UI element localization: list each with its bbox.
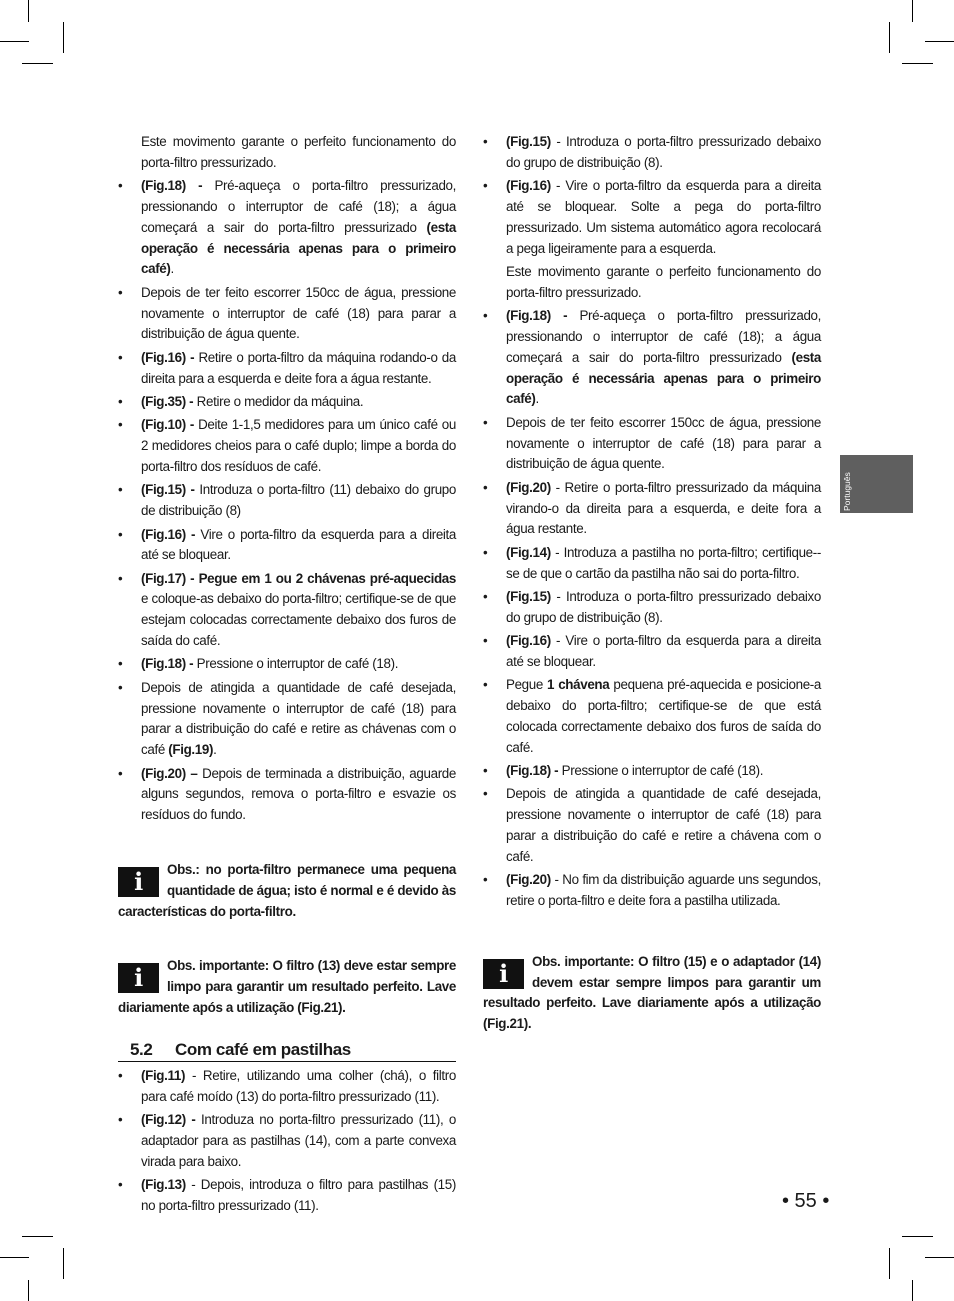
list-item: [118, 569, 456, 652]
item-text-end: .: [213, 742, 217, 758]
figure-reference: (Fig.13): [141, 1176, 186, 1192]
right-list-b: [483, 306, 821, 912]
note-water: [118, 860, 456, 922]
list-item: [118, 392, 456, 413]
item-text: Retire o medidor da máquina.: [193, 393, 364, 409]
crop-mark: [912, 0, 913, 22]
item-text: Pressione o interruptor de café (18).: [193, 656, 399, 672]
list-item: [483, 132, 821, 174]
crop-mark: [912, 1280, 913, 1301]
crop-mark: [28, 1280, 29, 1301]
item-text: Introduza no porta-filtro pressurizado (11), o adaptador para as pastilhas (14), com a parte convexa virada para baixo.: [141, 1112, 456, 1169]
language-label: Português: [842, 472, 852, 511]
crop-mark: [63, 1248, 64, 1279]
crop-mark: [28, 0, 29, 22]
list-item: [483, 631, 821, 673]
item-text: Depois de ter feito escorrer 150cc de água, pressione novamente o interruptor de café (18) para parar a distribuição de água quente.: [141, 284, 456, 342]
crop-mark: [0, 41, 29, 42]
figure-reference: (Fig.15): [506, 134, 551, 149]
figure-reference: (Fig.35) -: [141, 393, 194, 409]
item-text: Depois de atingida a quantidade de café desejada, pressione novamente o interruptor de café (18) para parar a distribuição do café e retire as chávenas com o café: [141, 679, 456, 758]
list-item: [483, 761, 821, 782]
note-text: Obs. importante: O filtro (13) deve estar sempre limpo para garantir um resultado perfeito. Lave diariamente após a utilização (Fig.21).: [118, 958, 456, 1016]
list-item: [483, 478, 821, 540]
right-list-a: [483, 132, 821, 259]
list-item: [118, 654, 456, 675]
list-item: [118, 415, 456, 477]
list-item: [118, 1110, 456, 1172]
note-filter-adapter: [483, 952, 821, 1035]
figure-reference: (Fig.18) -: [506, 308, 568, 324]
item-text: - Retire, utilizando uma colher (chá), o filtro para café moído (13) do porta-filtro pressurizado (11).: [141, 1067, 456, 1104]
list-item: [118, 176, 456, 280]
crop-mark: [925, 1257, 954, 1258]
crop-mark: [889, 1248, 890, 1279]
list-item: [483, 587, 821, 629]
crop-mark: [22, 63, 53, 64]
figure-reference: (Fig.10) -: [141, 417, 195, 433]
item-text: Depois de terminada a distribuição, aguarde alguns segundos, remova o porta-filtro e esvazie os resíduos do fundo.: [141, 765, 456, 823]
item-text: Pressione o interruptor de café (18).: [558, 763, 764, 779]
figure-reference: (Fig.14): [506, 544, 551, 560]
figure-reference: (Fig.20) –: [141, 765, 198, 781]
item-text: Depois de ter feito escorrer 150cc de água, pressione novamente o interruptor de café (18) para parar a distribuição de água quente.: [506, 414, 821, 472]
item-text: - Depois, introduza o filtro para pastilhas (15) no porta-filtro pressurizado (11).: [141, 1176, 456, 1213]
figure-reference: (Fig.15): [506, 588, 551, 604]
figure-reference: (Fig.15) -: [141, 482, 195, 498]
page-number: • 55 •: [782, 1190, 830, 1212]
list-item: [118, 678, 456, 761]
crop-mark: [0, 1257, 29, 1258]
figure-reference: (Fig.18) -: [141, 178, 203, 194]
figure-reference: (Fig.18) -: [506, 763, 559, 779]
list-item: [118, 1175, 456, 1217]
figure-reference: (Fig.12) -: [141, 1112, 196, 1127]
info-icon: i: [118, 867, 159, 897]
item-text: - Introduza o porta-filtro pressurizado debaixo do grupo de distribuição (8).: [506, 588, 821, 625]
section-title: Com café em pastilhas: [175, 1039, 351, 1059]
left-column: [118, 132, 456, 1219]
movement-paragraph: Este movimento garante o perfeito funcionamento do porta-filtro pressurizado.: [506, 263, 821, 300]
list-item: [483, 784, 821, 867]
list-item: [118, 764, 456, 826]
figure-reference: (Fig.16): [506, 633, 551, 649]
item-text-end: .: [535, 391, 539, 407]
left-list: [118, 176, 456, 826]
figure-reference: (Fig.16): [506, 178, 551, 194]
figure-reference: (Fig.20): [506, 872, 551, 888]
crop-mark: [902, 63, 933, 64]
list-item: [483, 176, 821, 259]
item-text: Deite 1-1,5 medidores para um único café ou 2 medidores cheios para o café duplo; limpe a borda do porta-filtro dos resíduos de café.: [141, 417, 456, 474]
item-text: Pré-aqueça o porta-filtro pressurizado, pressionando o interruptor de café (18); a água começará a sair do porta-filtro pressurizado: [141, 178, 457, 235]
item-text-end: .: [170, 261, 174, 277]
item-text: - Retire o porta-filtro pressurizado da máquina virando-o da direita para a esquerda, e deite fora a água restante.: [506, 479, 821, 537]
list-item: [483, 413, 821, 475]
figure-reference: (Fig.17) - Pegue em 1 ou 2 chávenas pré-aquecidas: [141, 570, 456, 586]
item-text: Pré-aqueça o porta-filtro pressurizado, pressionando o interruptor de café (18); a água começará a sair do porta-filtro pressurizado: [506, 308, 822, 365]
item-text: Pegue: [506, 677, 548, 693]
list-item: [118, 1066, 456, 1108]
crop-mark: [902, 1236, 933, 1237]
intro-paragraph: Este movimento garante o perfeito funcionamento do porta-filtro pressurizado.: [141, 134, 456, 170]
item-text: Depois de atingida a quantidade de café desejada, pressione novamente o interruptor de café (18) para parar a distribuição do café e retire a chávena com o café.: [506, 786, 821, 864]
section-heading: [118, 1039, 456, 1062]
crop-mark: [925, 41, 954, 42]
item-text: - Introduza o porta-filtro pressurizado debaixo do grupo de distribuição (8).: [506, 134, 821, 170]
item-text: Vire o porta-filtro da esquerda para a direita até se bloquear.: [141, 526, 457, 563]
section-number: 5.2: [130, 1039, 153, 1059]
language-tab: [840, 455, 913, 513]
info-icon: i: [118, 963, 159, 993]
list-item: [483, 675, 821, 758]
item-text: - Vire o porta-filtro da esquerda para a direita até se bloquear.: [506, 633, 821, 669]
crop-mark: [889, 22, 890, 53]
list-item: [483, 543, 821, 585]
item-text: - No fim da distribuição aguarde uns segundos, retire o porta-filtro e deite fora a pastilha utilizada.: [506, 872, 821, 909]
crop-mark: [22, 1236, 53, 1237]
figure-reference: (Fig.16) -: [141, 526, 196, 542]
figure-reference: (Fig.11): [141, 1067, 186, 1083]
list-item: [118, 283, 456, 345]
figure-reference: (Fig.16) -: [141, 349, 195, 365]
figure-reference: (Fig.20): [506, 479, 551, 495]
item-text: - Introduza a pastilha no porta-filtro; certifique--se de que o cartão da pastilha não sai do porta-filtro.: [506, 544, 821, 581]
list-item: [483, 870, 821, 912]
right-column: [483, 132, 821, 1035]
crop-mark: [63, 22, 64, 53]
item-text: Introduza o porta-filtro (11) debaixo do grupo de distribuição (8): [141, 482, 456, 519]
list-item: [483, 306, 821, 410]
emphasis-text: (Fig.19): [168, 742, 214, 758]
emphasis-text: 1 chávena: [547, 677, 610, 693]
left-list-2: [118, 1066, 456, 1217]
note-text: Obs. importante: O filtro (15) e o adaptador (14) devem estar sempre limpos para garantir um resultado perfeito. Lave diariamente após a utilização (Fig.21).: [483, 953, 821, 1032]
note-filter: [118, 956, 456, 1018]
item-text: Retire o porta-filtro da máquina rodando-o da direita para a esquerda e deite fora a água restante.: [141, 349, 456, 386]
item-text-end: pequena pré-aquecida e posicione-a debaixo do porta-filtro; certifique-se de que está colocada correctamente debaixo dos furos de saída do café.: [506, 677, 821, 755]
list-item: [118, 525, 456, 567]
list-item: [118, 348, 456, 390]
info-icon: i: [483, 959, 524, 989]
note-text: Obs.: no porta-filtro permanece uma pequena quantidade de água; isto é normal e é devido às características do porta-filtro.: [118, 862, 456, 919]
emphasis-text: (esta operação é necessária apenas para o primeiro café): [506, 349, 821, 407]
figure-reference: (Fig.18) -: [141, 656, 194, 672]
list-item: [118, 480, 456, 522]
item-text: e coloque-as debaixo do porta-filtro; certifique-se de que estejam colocadas correctamente debaixo dos furos de saída do café.: [141, 591, 456, 649]
emphasis-text: (esta operação é necessária apenas para o primeiro café): [141, 219, 456, 277]
item-text: - Vire o porta-filtro da esquerda para a direita até se bloquear. Solte a pega do porta-filtro pressurizado. Um sistema automático agora recolocará a pega ligeiramente para a esquerda.: [506, 178, 821, 256]
